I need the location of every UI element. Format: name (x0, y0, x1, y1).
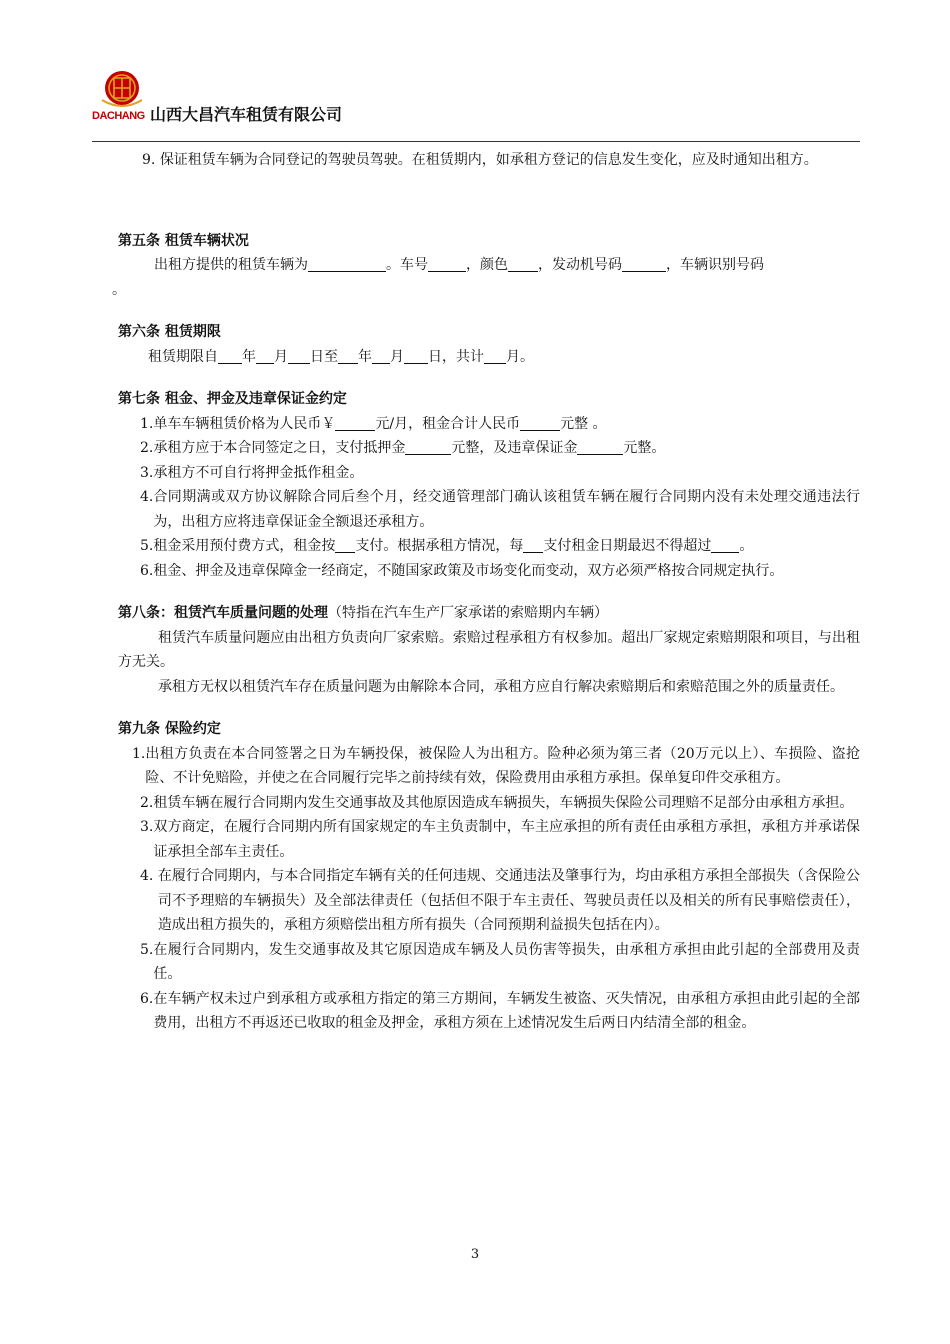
article-6-title: 第六条 租赁期限 (118, 324, 221, 340)
list-item: 9. 保证租赁车辆为合同登记的驾驶员驾驶。在租赁期内，如承租方登记的信息发生变化，应及时通知出租方。 (142, 152, 818, 168)
article-5-text: 出租方提供的租赁车辆为 。车号 ，颜色 ，发动机号码 ，车辆识别号码 (154, 257, 764, 273)
article-9-title: 第九条 保险约定 (118, 721, 221, 737)
list-item: 2. 租赁车辆在履行合同期内发生交通事故及其他原因造成车辆损失，车辆损失保险公司理赔不足部分由承租方承担。 (140, 794, 854, 811)
list-item: 3. 双方商定，在履行合同期内所有国家规定的车主负责制中，车主应承担的所有责任由承租方承担，承租方并承诺保证承担全部车主责任。 (140, 819, 860, 860)
list-item: 1. 单车车辆租赁价格为人民币￥ 元/月，租金合计人民币 元整 。 (140, 415, 607, 432)
article-6-text: 租赁期限自 年 月 日至 年 月 日，共计 月。 (148, 348, 534, 365)
spacer (118, 302, 860, 320)
page-number: 3 (470, 1247, 480, 1262)
list-item: 6. 租金、押金及违章保障金一经商定，不随国家政策及市场变化而变动，双方必须严格按合同规定执行。 (140, 562, 784, 579)
spacer (118, 699, 860, 717)
header-rule (92, 141, 860, 142)
article-8-title: 第八条：租赁汽车质量问题的处理（特指在汽车生产厂家承诺的索赔期内车辆） (118, 605, 608, 621)
list-item: 4. 在履行合同期内，与本合同指定车辆有关的任何违规、交通违法及肇事行为，均由承租方承担全部损失（含保险公司不予理赔的车辆损失）及全部法律责任（包括但不限于车主责任、驾驶员责任以及相关的所有民事赔偿责任），造成出租方损失的，承租方须赔偿出租方所有损失（合同预期利益损失包括在内）。 (140, 868, 860, 933)
list-item: 1. 出租方负责在本合同签署之日为车辆投保，被保险人为出租方。险种必须为第三者（20万元以上）、车损险、盗抢险、不计免赔险，并使之在合同履行完毕之前持续有效，保险费用由承租方承担。保单复印件交承租方。 (132, 745, 860, 786)
list-item: 5. 在履行合同期内，发生交通事故及其它原因造成车辆及人员伤害等损失，由承租方承担由此引起的全部费用及责任。 (140, 941, 860, 982)
list-item: 6. 在车辆产权未过户到承租方或承租方指定的第三方期间，车辆发生被盗、灭失情况，由承租方承担由此引起的全部费用，出租方不再返还已收取的租金及押金，承租方须在上述情况发生后两日内结清全部的租金。 (140, 990, 860, 1031)
spacer (118, 369, 860, 387)
spacer (118, 583, 860, 601)
article-7-title: 第七条 租金、押金及违章保证金约定 (118, 391, 347, 407)
company-name: 山西大昌汽车租赁有限公司 (150, 105, 343, 124)
page-header (92, 66, 860, 142)
spacer (118, 173, 860, 229)
article-8-paragraph-1: 租赁汽车质量问题应由出租方负责向厂家索赔。索赔过程承租方有权参加。超出厂家规定索赔期限和项目，与出租方无关。 (118, 629, 860, 670)
logo-text: DACHANG (92, 110, 145, 122)
article-9-list (118, 742, 860, 1036)
company-logo-icon (96, 68, 148, 108)
list-item: 2. 承租方应于本合同签定之日，支付抵押金 元整，及违章保证金 元整。 (140, 440, 666, 456)
list-item: 3. 承租方不可自行将押金抵作租金。 (140, 464, 364, 481)
article-8-paragraph-2: 承租方无权以租赁汽车存在质量问题为由解除本合同，承租方应自行解决索赔期后和索赔范围之外的质量责任。 (158, 678, 844, 695)
document-body: 9. 保证租赁车辆为合同登记的驾驶员驾驶。在租赁期内，如承租方登记的信息发生变化，应及时通知出租方。 第五条 租赁车辆状况 出租方提供的租赁车辆为 。车号 ，颜色 ，发动机号码 ，车辆识别号码 。 第六条 租赁期限 租赁期限自 年 月 日至 年 月 日，共计 月。 第七条 租金、押金及违章保证金约定 1. 单车车辆租赁价格为人民币￥ 元/月，租金合计人民币 元整 。 2. 承租方应于本合同签定之日，支付抵押金 元整，及违章保证金 元整。 3. 承租方不可自行将押金抵作租金。 4. 合同期满或双方协议解除合同后叁个月，经交通管理部门确认该租赁车辆在履行合同期内没有未处理交通违法行为，出租方应将违章保证金全额退还承租方。 5. 租金采用预付费方式，租金按 支付。根据承租方情况，每 支付租金日期最迟不得超过 。 6. 租金、押金及违章保障金一经商定，不随国家政策及市场变化而变动，双方必须严格按合同规定执行。 第八条：租赁汽车质量问题的处理（特指在汽车生产厂家承诺的索赔期内车辆） 租赁汽车质量问题应由出租方负责向厂家索赔。索赔过程承租方有权参加。超出厂家规定索赔期限和项目，与出租方无关。 承租方无权以租赁汽车存在质量问题为由解除本合同，承租方应自行解决索赔期后和索赔范围之外的质量责任。 第九条 保险约定 1. 出租方负责在本合同签署之日为车辆投保，被保险人为出租方。险种必须为第三者（20万元以上）、车损险、盗抢险、不计免赔险，并使之在合同履行完毕之前持续有效，保险费用由承租方承担。保单复印件交承租方。 2. 租赁车辆在履行合同期内发生交通事故及其他原因造成车辆损失，车辆损失保险公司理赔不足部分由承租方承担。 3. 双方商定，在履行合同期内所有国家规定的车主负责制中，车主应承担的所有责任由承租方承担，承租方并承诺保证承担全部车主责任。 4. 在履行合同期内，与本合同指定车辆有关的任何违规、交通违法及肇事行为，均由承租方承担全部损失（含保险公司不予理赔的车辆损失）及全部法律责任（包括但不限于车主责任、驾驶员责任以及相关的所有民事赔偿责任），造成出租方损失的，承租方须赔偿出租方所有损失（合同预期利益损失包括在内）。 5. 在履行合同期内，发生交通事故及其它原因造成车辆及人员伤害等损失，由承租方承担由此引起的全部费用及责任。 6. 在车辆产权未过户到承租方或承租方指定的第三方期间，车辆发生被盗、灭失情况，由承租方承担由此引起的全部费用，出租方不再返还已收取的租金及押金，承租方须在上述情况发生后两日内结清全部的租金。 (118, 148, 860, 1036)
list-item: 5. 租金采用预付费方式，租金按 支付。根据承租方情况，每 支付租金日期最迟不得超过 。 (140, 538, 754, 554)
article-5-title: 第五条 租赁车辆状况 (118, 232, 249, 249)
list-item: 4. 合同期满或双方协议解除合同后叁个月，经交通管理部门确认该租赁车辆在履行合同期内没有未处理交通违法行为，出租方应将违章保证金全额退还承租方。 (140, 489, 860, 530)
